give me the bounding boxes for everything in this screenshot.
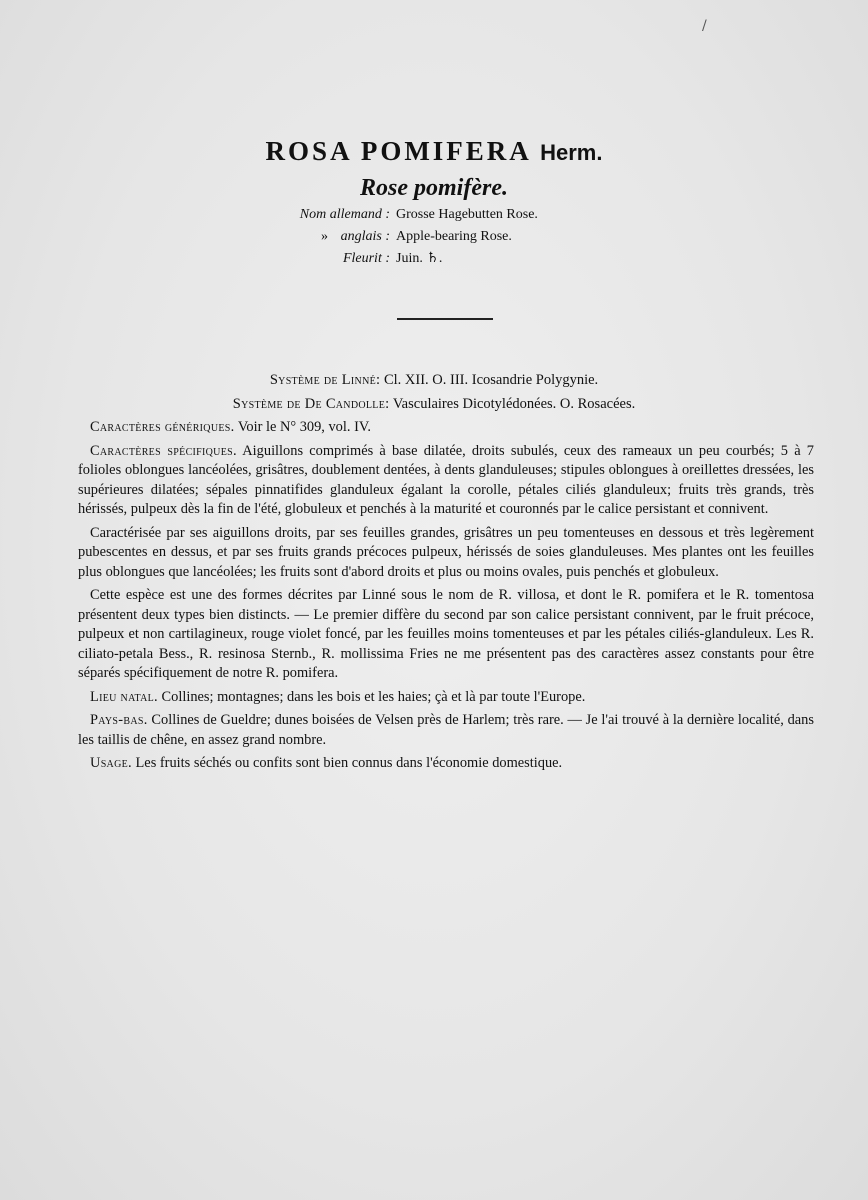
- paragraph-comparison: [78, 586, 814, 684]
- section-text: Les fruits séchés ou confits sont bien connus dans l'économie domestique.: [135, 755, 563, 771]
- section-text: Collines de Gueldre; dunes boisées de Velsen près de Harlem; très rare. — Je l'ai trouvé à la dernière localité, dans les taillis de chêne, en assez grand nombre.: [78, 712, 814, 748]
- section-text: Voir le N° 309, vol. IV.: [237, 419, 371, 435]
- section-text: Collines; montagnes; dans les bois et les haies; çà et là par toute l'Europe.: [161, 688, 586, 705]
- system-text: Vasculaires Dicotylédonées. O. Rosacées.: [392, 396, 636, 412]
- name-label: Nom allemand :: [299, 207, 390, 222]
- species-name: ROSA POMIFERA: [265, 136, 531, 166]
- name-value: Apple-bearing Rose.: [396, 229, 512, 244]
- section-label: Caractères génériques.: [90, 419, 235, 435]
- name-label: Fleurit :: [342, 251, 390, 266]
- vernacular-names: [0, 204, 868, 270]
- candolle-system: [0, 396, 868, 413]
- paragraph-netherlands: [78, 711, 814, 750]
- name-value: Grosse Hagebutten Rose.: [396, 207, 538, 222]
- name-label: anglais :: [340, 229, 390, 244]
- paragraph-habitat: [78, 688, 814, 708]
- section-label: Lieu natal.: [90, 688, 158, 705]
- system-label: Système de De Candolle:: [232, 396, 390, 412]
- section-label: Usage.: [90, 755, 132, 771]
- section-text: Caractérisée par ses aiguillons droits, par ses feuilles grandes, grisâtres un peu tomenteuses en dessous et très legèrement pubescentes en dessus, et par ses fruits grands précoces pulpeux, hérissés de soies glanduleuses. Mes plantes ont les feuilles plus oblongues que lancéolées; les fruits sont d'abord droits et plus ou moins ovales, puis penchés et globuleux.: [78, 524, 814, 580]
- paragraph-usage: [78, 754, 814, 774]
- section-text: Cette espèce est une des formes décrites par Linné sous le nom de R. villosa, et dont le R. pomifera et le R. tomentosa présentent deux types bien distincts. — Le premier diffère du second par son calice persistant connivent, par le fruit précoce, pulpeux et non cartilagineux, rouge violet foncé, par les feuilles moins tomenteuses et par les pétales ciliés-glanduleux. Les R. ciliato-petala Bess., R. resinosa Sternb., R. mollissima Fries ne me présentent pas des caractères assez constants pour être séparés spécifiquement de notre R. pomifera.: [78, 587, 814, 681]
- page-title: [0, 133, 868, 171]
- ditto-mark: »: [321, 229, 328, 244]
- name-row-flowering: [0, 248, 868, 270]
- common-name: Rose pomifère.: [360, 175, 508, 201]
- section-text: Aiguillons comprimés à base dilatée, droits subulés, ceux des rameaux un peu courbés; 5 à 7 folioles oblongues lancéolées, grisâtres, doublement dentées, à dents glanduleuses; stipules oblongues à oreillettes dressées, les supérieures dilatées; sépales pinnatifides glanduleux égalant la corolle, pétales ciliés glanduleux; fruits très grands, très hérissés, pulpeux dès la fin de l'été, globuleux et penchés à la maturité et couronnés par le calice persistant et connivent.: [78, 442, 814, 517]
- linne-system: [0, 372, 868, 389]
- name-row-english: [0, 226, 868, 248]
- section-label: Caractères spécifiques.: [90, 442, 237, 459]
- divider-rule: [397, 318, 493, 320]
- page-mark: /: [702, 18, 707, 34]
- description-body: [78, 418, 814, 778]
- paragraph-specific: [78, 442, 814, 520]
- page-header: [0, 133, 868, 209]
- name-value: Juin. ♄.: [396, 251, 443, 266]
- paragraph-characterized: [78, 524, 814, 583]
- name-row-german: [0, 204, 868, 226]
- system-label: Système de Linné:: [269, 372, 381, 388]
- paragraph-generic: [78, 418, 814, 438]
- species-author: Herm.: [540, 140, 603, 165]
- system-text: Cl. XII. O. III. Icosandrie Polygynie.: [383, 372, 599, 388]
- section-label: Pays-bas.: [90, 712, 148, 728]
